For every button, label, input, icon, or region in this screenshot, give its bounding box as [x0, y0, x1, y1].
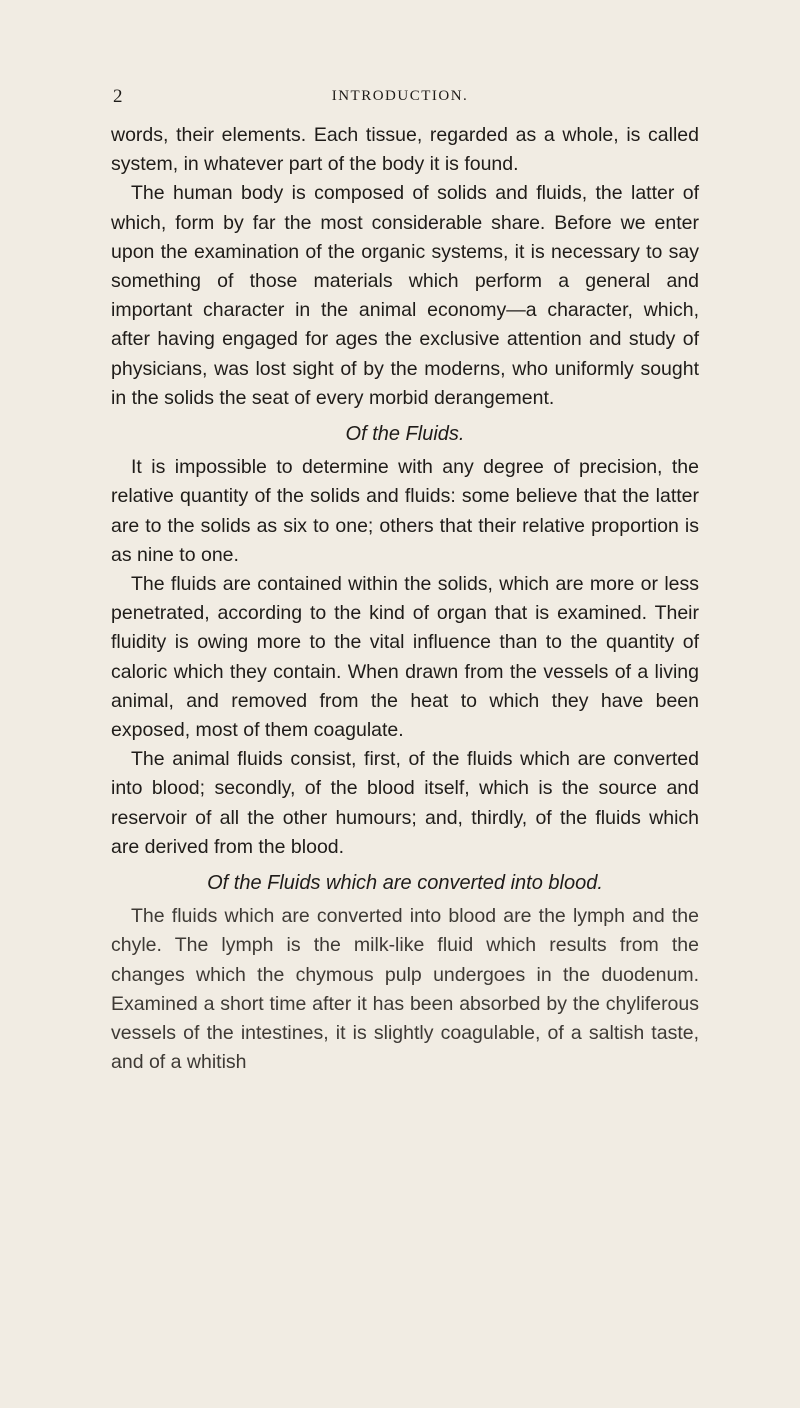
paragraph-lymph-and-chyle: The fluids which are converted into blood are the lymph and the chyle. The lymph is the milk-like fluid which results from the changes which the chymous pulp undergoes in the duodenum. Examined a short time after it has been absorbed by the chyliferous vessels of the intestines, it is slightly coagulable, of a saltish taste, and of a whitish: [111, 905, 699, 1074]
page-header: [0, 86, 800, 110]
page-number: 2: [113, 86, 123, 107]
paragraph-fluidity: The fluids are contained within the solids, which are more or less penetrated, according to the kind of organ that is examined. Their fluidity is owing more to the vital influence than to the quantity of caloric which they contain. When drawn from the vessels of a living animal, and removed from the heat to which they have been exposed, most of them coagulate.: [111, 573, 699, 742]
paragraph-classification: The animal fluids consist, first, of the fluids which are converted into blood; secondly, of the blood itself, which is the source and reservoir of all the other humours; and, thirdly, of the fluids which are derived from the blood.: [111, 748, 699, 858]
section-heading-converted-into-blood: Of the Fluids which are converted into blood.: [207, 872, 603, 895]
paragraph-solids-and-fluids: The human body is composed of solids and fluids, the latter of which, form by far the most considerable share. Before we enter upon the examination of the organic systems, it is necessary to say something of those materials which perform a general and important character in the animal economy—a character, which, after having engaged for ages the exclusive attention and study of physicians, was lost sight of by the moderns, who uniformly sought in the solids the seat of every morbid derangement.: [111, 182, 699, 409]
body-text: [111, 121, 699, 1078]
paragraph-relative-quantity: It is impossible to determine with any degree of precision, the relative quantity of the solids and fluids: some believe that the latter are to the solids as six to one; others that their relative proportion is as nine to one.: [111, 456, 699, 566]
section-heading-fluids: Of the Fluids.: [345, 423, 465, 446]
paragraph-intro-continued: words, their elements. Each tissue, regarded as a whole, is called system, in whatever part of the body it is found.: [111, 124, 699, 176]
running-title: INTRODUCTION.: [331, 88, 469, 104]
